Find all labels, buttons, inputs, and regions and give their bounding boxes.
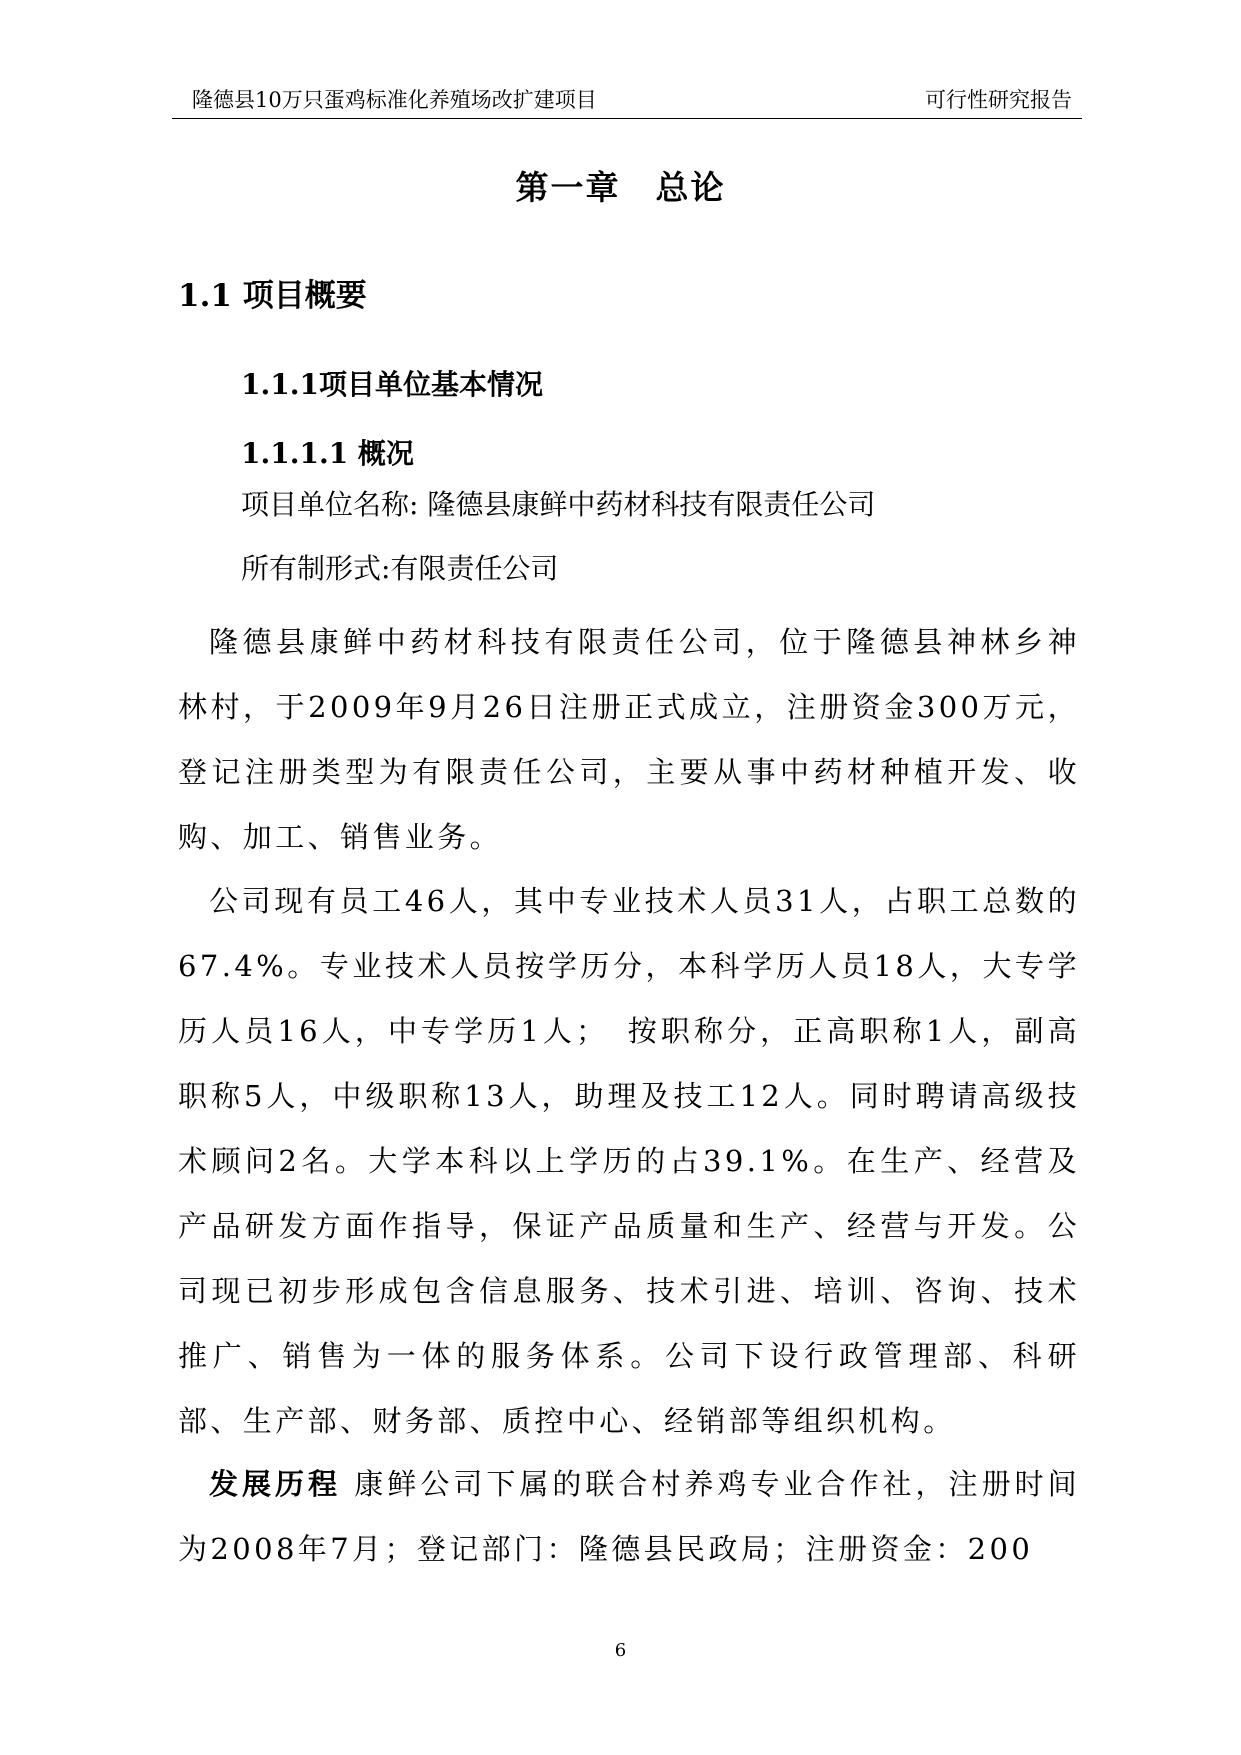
- page-header: [172, 84, 1082, 119]
- history-paragraph: [178, 1452, 1080, 1582]
- company-overview-paragraph: 隆德县康鲜中药材科技有限责任公司，位于隆德县神林乡神林村，于2009年9月26日注册正式成立，注册资金300万元，登记注册类型为有限责任公司，主要从事中药材种植开发、收购、加工、销售业务。: [178, 625, 1080, 854]
- section-heading-1-1: 1.1 项目概要: [178, 278, 367, 314]
- ownership-line: 所有制形式:有限责任公司: [241, 552, 559, 585]
- chapter-title: 第一章 总论: [515, 168, 726, 207]
- unit-name-line: 项目单位名称: 隆德县康鲜中药材科技有限责任公司: [241, 488, 876, 521]
- page-number: 6: [614, 1640, 627, 1661]
- history-body: 康鲜公司下属的联合村养鸡专业合作社，注册时间为2008年7月；登记部门：隆德县民政局；注册资金：200: [178, 1467, 1080, 1566]
- header-report-type: 可行性研究报告: [925, 88, 1072, 112]
- section-heading-1-1-1-1: 1.1.1.1 概况: [241, 437, 414, 470]
- staff-paragraph: 公司现有员工46人，其中专业技术人员31人，占职工总数的67.4%。专业技术人员按学历分，本科学历人员18人，大专学历人员16人，中专学历1人； 按职称分，正高职称1人，副高职称5人，中级职称13人，助理及技工12人。同时聘请高级技术顾问2名。大学本科以上学历的占39.1%。在生产、经营及产品研发方面作指导，保证产品质量和生产、经营与开发。公司现已初步形成包含信息服务、技术引进、培训、咨询、技术推广、销售为一体的服务体系。公司下设行政管理部、科研部、生产部、财务部、质控中心、经销部等组织机构。: [178, 884, 1080, 1438]
- history-lead: 发展历程: [209, 1467, 342, 1501]
- section-heading-1-1-1: 1.1.1项目单位基本情况: [241, 368, 543, 401]
- header-document-title: 隆德县10万只蛋鸡标准化养殖场改扩建项目: [192, 88, 597, 112]
